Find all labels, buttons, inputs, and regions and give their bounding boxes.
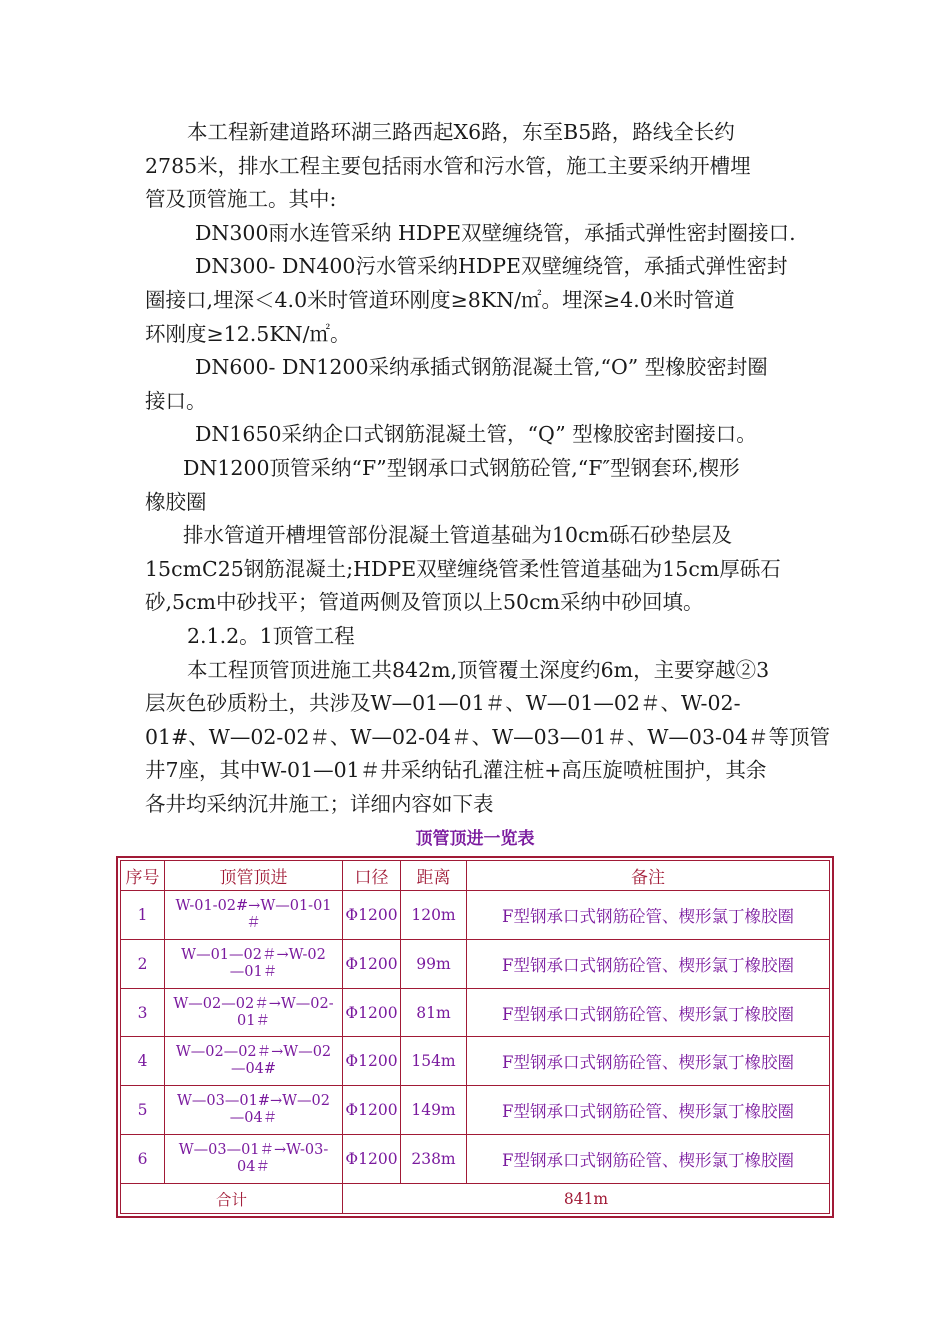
text-line: 层灰色砂质粉土，共涉及W—01—01＃、W—01—02＃、W-02- <box>145 691 741 716</box>
text-line: 接口。 <box>145 388 207 413</box>
text-line: DN300- DN400污水管采纳HDPE双壁缠绕管，承插式弹性密封 <box>195 254 788 279</box>
distance-cell: 81m <box>401 988 467 1037</box>
note-cell: F型钢承口式钢筋砼管、楔形氯丁橡胶圈 <box>467 1135 830 1184</box>
paragraph <box>145 351 810 418</box>
text-line: DN1200顶管采纳“F”型钢承口式钢筋砼管,“F″型钢套环,楔形 <box>183 455 740 480</box>
total-label: 合计 <box>121 1184 343 1214</box>
paragraph <box>145 519 810 620</box>
header-cell: 口径 <box>343 861 401 891</box>
row-number: 5 <box>121 1086 165 1135</box>
total-value: 841m <box>343 1184 830 1214</box>
route-line: 01＃ <box>237 1012 270 1029</box>
table-row <box>121 1037 830 1086</box>
route-cell <box>165 1037 343 1086</box>
note-cell: F型钢承口式钢筋砼管、楔形氯丁橡胶圈 <box>467 988 830 1037</box>
table-row <box>121 988 830 1037</box>
row-number: 1 <box>121 890 165 939</box>
table-row <box>121 1135 830 1184</box>
table-row <box>121 1086 830 1135</box>
body-text <box>145 116 831 821</box>
note-cell: F型钢承口式钢筋砼管、楔形氯丁橡胶圈 <box>467 1037 830 1086</box>
route-line: —04# <box>230 1061 277 1078</box>
distance-cell: 154m <box>401 1037 467 1086</box>
route-line: W—02—02＃→W—02 <box>175 1044 332 1061</box>
diameter-cell: Φ1200 <box>343 1086 401 1135</box>
text-line: 本工程顶管顶进施工共842m,顶管覆土深度约6m，主要穿越②3 <box>187 657 770 682</box>
diameter-cell: Φ1200 <box>343 890 401 939</box>
diameter-cell: Φ1200 <box>343 1135 401 1184</box>
paragraph <box>145 452 810 519</box>
row-number: 6 <box>121 1135 165 1184</box>
distance-cell: 99m <box>401 939 467 988</box>
diameter-cell: Φ1200 <box>343 988 401 1037</box>
route-cell <box>165 988 343 1037</box>
paragraph <box>145 654 831 822</box>
row-number: 4 <box>121 1037 165 1086</box>
paragraph <box>145 250 810 351</box>
text-line: 井7座，其中W-01—01＃井采纳钻孔灌注桩+高压旋喷桩围护，其余 <box>145 758 767 783</box>
route-cell <box>165 890 343 939</box>
table-caption: 顶管顶进一览表 <box>415 829 535 849</box>
text-line: 排水管道开槽埋管部份混凝土管道基础为10cm砾石砂垫层及 <box>183 523 733 548</box>
distance-cell: 149m <box>401 1086 467 1135</box>
paragraph <box>145 116 810 217</box>
text-line: 各井均采纳沉井施工；详细内容如下表 <box>145 791 494 816</box>
text-line: 2785米，排水工程主要包括雨水管和污水管，施工主要采纳开槽埋 <box>145 153 751 178</box>
diameter-cell: Φ1200 <box>343 1037 401 1086</box>
route-cell <box>165 1086 343 1135</box>
text-line: 本工程新建道路环湖三路西起X6路，东至B5路，路线全长约 <box>187 120 735 144</box>
distance-cell: 238m <box>401 1135 467 1184</box>
note-cell: F型钢承口式钢筋砼管、楔形氯丁橡胶圈 <box>467 1086 830 1135</box>
text-line: 2.1.2。1顶管工程 <box>187 623 355 648</box>
text-line: DN1650采纳企口式钢筋混凝土管，“Q” 型橡胶密封圈接口。 <box>195 422 757 447</box>
route-line: 04＃ <box>237 1159 270 1176</box>
text-line: 管及顶管施工。其中: <box>145 187 337 212</box>
text-line: 环刚度≥12.5KN/㎡。 <box>145 321 351 346</box>
note-cell: F型钢承口式钢筋砼管、楔形氯丁橡胶圈 <box>467 890 830 939</box>
route-line: W-01-02#→W—01-01 <box>175 897 332 914</box>
header-cell: 备注 <box>467 861 830 891</box>
row-number: 2 <box>121 939 165 988</box>
route-line: W—03—01＃→W-03- <box>178 1142 329 1159</box>
table-row <box>121 939 830 988</box>
route-cell <box>165 939 343 988</box>
table-total-row <box>121 1184 830 1214</box>
header-cell: 序号 <box>121 861 165 891</box>
header-cell: 顶管顶进 <box>165 861 343 891</box>
route-cell <box>165 1135 343 1184</box>
table-row <box>121 890 830 939</box>
text-line: 15cmC25钢筋混凝土;HDPE双壁缠绕管柔性管道基础为15cm厚砾石 <box>145 556 781 581</box>
note-cell: F型钢承口式钢筋砼管、楔形氯丁橡胶圈 <box>467 939 830 988</box>
text-line: DN600- DN1200采纳承插式钢筋混凝土管,“O” 型橡胶密封圈 <box>195 355 768 380</box>
text-line: 橡胶圈 <box>145 489 207 514</box>
paragraph <box>145 418 810 452</box>
text-line: 圈接口,埋深＜4.0米时管道环刚度≥8KN/㎡。埋深≥4.0米时管道 <box>145 287 735 312</box>
row-number: 3 <box>121 988 165 1037</box>
diameter-cell: Φ1200 <box>343 939 401 988</box>
route-line: W—01—02＃→W-02 <box>181 946 326 963</box>
route-line: —04＃ <box>229 1110 278 1127</box>
route-line: —01＃ <box>229 963 278 980</box>
route-line: ＃ <box>246 914 261 931</box>
pipe-jacking-table <box>116 856 834 1218</box>
route-line: W—03—01#→W—02 <box>177 1093 330 1110</box>
section-heading <box>145 620 810 654</box>
table-header-row <box>121 861 830 891</box>
text-line: 砂,5cm中砂找平；管道两侧及管顶以上50cm采纳中砂回填。 <box>145 590 704 615</box>
route-line: W—02—02＃→W—02- <box>173 995 334 1012</box>
text-line: 01#、W—02-02＃、W—02-04＃、W—03—01＃、W—03-04＃等顶管 <box>145 724 831 749</box>
paragraph <box>145 217 810 251</box>
distance-cell: 120m <box>401 890 467 939</box>
header-cell: 距离 <box>401 861 467 891</box>
text-line: DN300雨水连管采纳 HDPE双壁缠绕管，承插式弹性密封圈接口. <box>195 220 796 245</box>
